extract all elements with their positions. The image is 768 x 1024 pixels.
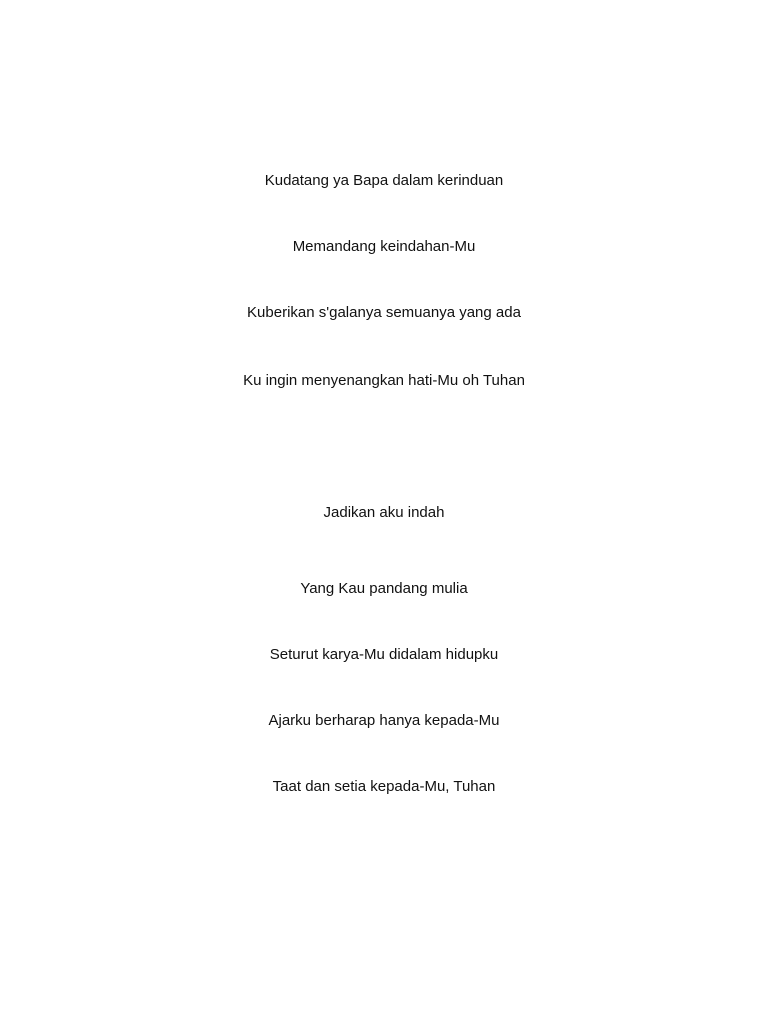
lyric-line: Kuberikan s'galanya semuanya yang ada — [247, 304, 521, 321]
lyric-line: Taat dan setia kepada-Mu, Tuhan — [272, 778, 496, 795]
lyric-line: Memandang keindahan-Mu — [292, 238, 476, 255]
lyric-line: Kudatang ya Bapa dalam kerinduan — [264, 172, 504, 189]
lyric-line: Ku ingin menyenangkan hati-Mu oh Tuhan — [243, 372, 525, 389]
lyric-line: Ajarku berharap hanya kepada-Mu — [268, 712, 500, 729]
lyric-line: Jadikan aku indah — [323, 504, 445, 521]
lyric-line: Yang Kau pandang mulia — [300, 580, 468, 597]
lyric-line: Seturut karya-Mu didalam hidupku — [269, 646, 499, 663]
